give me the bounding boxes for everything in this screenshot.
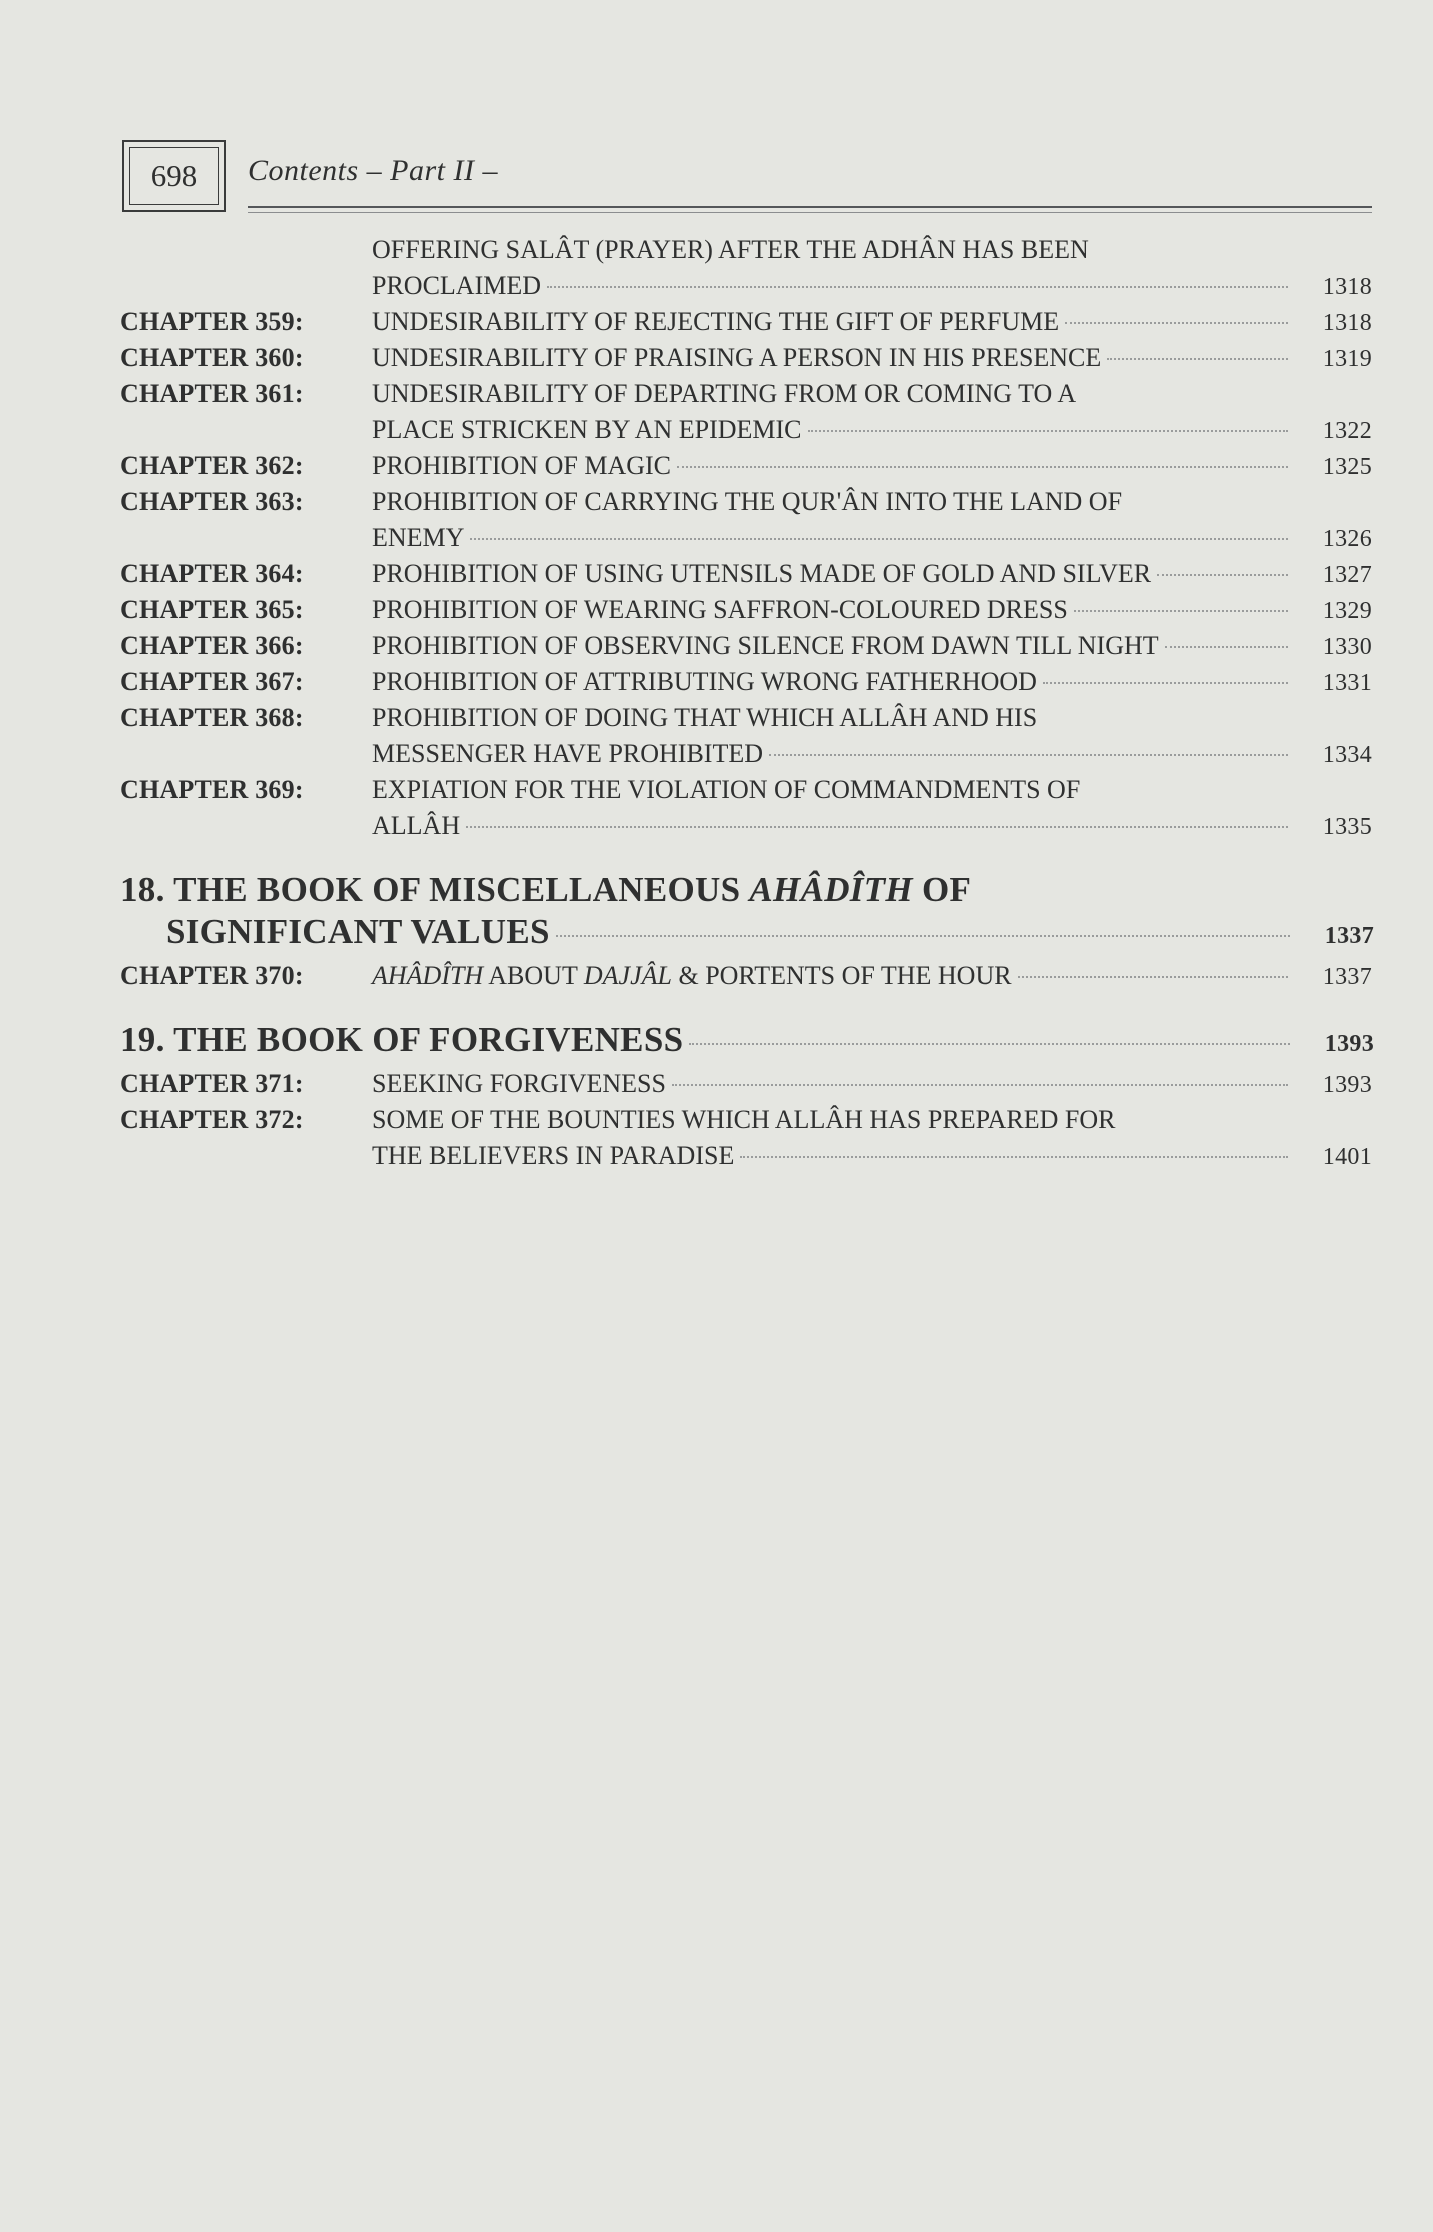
toc-entry	[120, 958, 1374, 994]
page-reference: 1334	[1322, 742, 1372, 768]
chapter-title-line: UNDESIRABILITY OF DEPARTING FROM OR COMING TO A	[372, 379, 1077, 408]
page-reference: 1318	[1322, 274, 1372, 300]
chapter-title-text: PROHIBITION OF MAGIC	[372, 451, 672, 480]
chapter-title	[372, 232, 1372, 304]
chapter-title-line-last	[372, 592, 1372, 628]
book-title-line-last	[120, 912, 1374, 954]
chapter-title-line-last	[372, 664, 1372, 700]
chapter-title-text: UNDESIRABILITY OF REJECTING THE GIFT OF PERFUME	[372, 307, 1060, 336]
dot-leader	[466, 826, 1288, 828]
table-of-contents	[120, 232, 1374, 1174]
chapter-title-text: THE BELIEVERS IN PARADISE	[372, 1141, 735, 1170]
chapter-title	[372, 1102, 1372, 1174]
chapter-title-part: & PORTENTS OF THE HOUR	[671, 961, 1012, 990]
chapter-title	[372, 484, 1372, 556]
toc-entry	[120, 1102, 1374, 1174]
book-title-suffix: OF	[912, 870, 972, 909]
toc-entry	[120, 448, 1374, 484]
chapter-title	[372, 556, 1372, 592]
chapter-label: CHAPTER 372:	[120, 1105, 304, 1134]
page-reference: 1337	[1324, 923, 1374, 949]
chapter-title-line-last	[372, 736, 1372, 772]
chapter-title	[372, 664, 1372, 700]
page-reference: 1326	[1322, 526, 1372, 552]
book-title-text: SIGNIFICANT VALUES	[166, 912, 550, 951]
toc-entry	[120, 664, 1374, 700]
header-rule	[248, 206, 1372, 208]
chapter-label: CHAPTER 367:	[120, 667, 304, 696]
chapter-label: CHAPTER 363:	[120, 487, 304, 516]
toc-entry	[120, 376, 1374, 448]
dot-leader	[769, 754, 1288, 756]
chapter-list	[120, 304, 1374, 844]
chapter-title-line-last	[372, 1066, 1372, 1102]
toc-entry	[120, 340, 1374, 376]
chapter-title-part: ABOUT	[483, 961, 584, 990]
page-reference: 1322	[1322, 418, 1372, 444]
dot-leader	[677, 466, 1288, 468]
page-reference: 1337	[1322, 964, 1372, 990]
dot-leader	[1157, 574, 1288, 576]
chapter-label: CHAPTER 361:	[120, 379, 304, 408]
chapter-title-text: SEEKING FORGIVENESS	[372, 1069, 666, 1098]
chapter-title	[372, 1066, 1372, 1102]
dot-leader	[689, 1043, 1290, 1045]
chapter-label: CHAPTER 362:	[120, 451, 304, 480]
chapter-title-text: PROHIBITION OF WEARING SAFFRON-COLOURED DRESS	[372, 595, 1068, 624]
book-title-prefix: 18. THE BOOK OF MISCELLANEOUS	[120, 870, 750, 909]
chapter-title-line-last	[372, 520, 1372, 556]
chapter-title-line-last	[372, 1138, 1372, 1174]
book-18-section	[120, 870, 1374, 994]
page-reference: 1327	[1322, 562, 1372, 588]
chapter-label: CHAPTER 370:	[120, 961, 304, 990]
chapter-title-italic: AHÂDÎTH	[372, 961, 484, 990]
chapter-title-line-last	[372, 448, 1372, 484]
dot-leader	[1074, 610, 1288, 612]
chapter-title-text: PROHIBITION OF USING UTENSILS MADE OF GOLD AND SILVER	[372, 559, 1152, 588]
toc-entry	[120, 700, 1374, 772]
book-title-text: 19. THE BOOK OF FORGIVENESS	[120, 1020, 684, 1059]
chapter-title-text: MESSENGER HAVE PROHIBITED	[372, 739, 763, 768]
dot-leader	[808, 430, 1288, 432]
book-title-line	[120, 870, 1374, 912]
chapter-label: CHAPTER 371:	[120, 1069, 304, 1098]
chapter-title	[372, 592, 1372, 628]
dot-leader	[740, 1156, 1288, 1158]
chapter-title	[372, 958, 1372, 994]
chapter-title	[372, 448, 1372, 484]
chapter-label-empty	[120, 232, 372, 304]
toc-entry	[120, 1066, 1374, 1102]
page-reference: 1393	[1324, 1031, 1374, 1057]
chapter-title	[372, 340, 1372, 376]
chapter-title-text: PROHIBITION OF ATTRIBUTING WRONG FATHERHOOD	[372, 667, 1037, 696]
page-reference: 1325	[1322, 454, 1372, 480]
chapter-title-line-last	[372, 628, 1372, 664]
dot-leader	[1107, 358, 1288, 360]
chapter-title-line: EXPIATION FOR THE VIOLATION OF COMMANDMENTS OF	[372, 775, 1081, 804]
dot-leader	[470, 538, 1288, 540]
header-title: Contents – Part II –	[248, 154, 498, 187]
page-reference: 1335	[1322, 814, 1372, 840]
chapter-title-line-last	[372, 268, 1372, 304]
chapter-label: CHAPTER 359:	[120, 307, 304, 336]
dot-leader	[1165, 646, 1288, 648]
dot-leader	[1018, 976, 1288, 978]
chapter-label: CHAPTER 368:	[120, 703, 304, 732]
dot-leader	[547, 286, 1288, 288]
dot-leader	[556, 935, 1290, 937]
chapter-title	[372, 700, 1372, 772]
chapter-title-text: PROCLAIMED	[372, 271, 542, 300]
chapter-title-text: UNDESIRABILITY OF PRAISING A PERSON IN HIS PRESENCE	[372, 343, 1102, 372]
page-reference: 1319	[1322, 346, 1372, 372]
page-reference: 1331	[1322, 670, 1372, 696]
book-title-line-last	[120, 1020, 1374, 1062]
chapter-title-line: SOME OF THE BOUNTIES WHICH ALLÂH HAS PREPARED FOR	[372, 1105, 1116, 1134]
chapter-title-line: PROHIBITION OF CARRYING THE QUR'ÂN INTO THE LAND OF	[372, 487, 1123, 516]
chapter-title-text: PROHIBITION OF OBSERVING SILENCE FROM DAWN TILL NIGHT	[372, 631, 1159, 660]
toc-entry	[120, 556, 1374, 592]
chapter-list	[120, 1066, 1374, 1174]
chapter-title-line-last	[372, 340, 1372, 376]
toc-entry	[120, 484, 1374, 556]
page-header	[122, 140, 1372, 220]
dot-leader	[672, 1084, 1288, 1086]
chapter-title	[372, 304, 1372, 340]
book-title-italic: AHÂDÎTH	[749, 870, 913, 909]
chapter-title-line-last	[372, 958, 1372, 994]
chapter-title	[372, 628, 1372, 664]
chapter-title-line: PROHIBITION OF DOING THAT WHICH ALLÂH AND HIS	[372, 703, 1038, 732]
page-reference: 1329	[1322, 598, 1372, 624]
chapter-label: CHAPTER 365:	[120, 595, 304, 624]
chapter-title	[372, 772, 1372, 844]
page-reference: 1393	[1322, 1072, 1372, 1098]
toc-entry	[120, 304, 1374, 340]
page-reference: 1401	[1322, 1144, 1372, 1170]
page-number-box	[122, 140, 226, 212]
chapter-title-text: ENEMY	[372, 523, 465, 552]
book-18-title	[120, 870, 1374, 954]
toc-entry	[120, 628, 1374, 664]
chapter-title-line: OFFERING SALÂT (PRAYER) AFTER THE ADHÂN HAS BEEN	[372, 235, 1089, 264]
page-reference: 1318	[1322, 310, 1372, 336]
chapter-title	[372, 376, 1372, 448]
chapter-title-line-last	[372, 412, 1372, 448]
dot-leader	[1065, 322, 1288, 324]
chapter-title-text	[372, 958, 1012, 994]
page-reference: 1330	[1322, 634, 1372, 660]
chapter-title-line-last	[372, 304, 1372, 340]
chapter-label: CHAPTER 366:	[120, 631, 304, 660]
book-19-title	[120, 1020, 1374, 1062]
toc-entry	[120, 772, 1374, 844]
book-19-section	[120, 1020, 1374, 1174]
toc-entry-continuation	[120, 232, 1374, 304]
header-rule-thin	[248, 212, 1372, 213]
chapter-label: CHAPTER 364:	[120, 559, 304, 588]
chapter-label: CHAPTER 360:	[120, 343, 304, 372]
page-number: 698	[150, 158, 198, 193]
toc-entry	[120, 592, 1374, 628]
chapter-label: CHAPTER 369:	[120, 775, 304, 804]
chapter-title-italic: DAJJÂL	[583, 961, 672, 990]
chapter-title-text: ALLÂH	[372, 811, 461, 840]
chapter-title-text: PLACE STRICKEN BY AN EPIDEMIC	[372, 415, 802, 444]
chapter-title-line-last	[372, 808, 1372, 844]
chapter-title-line-last	[372, 556, 1372, 592]
dot-leader	[1043, 682, 1288, 684]
